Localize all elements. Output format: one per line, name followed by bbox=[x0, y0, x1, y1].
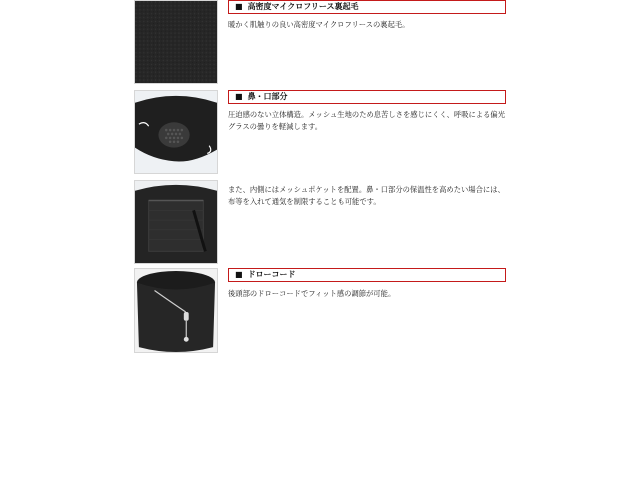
feature-desc-fleece: 暖かく肌触りの良い高密度マイクロフリースの裏起毛。 bbox=[228, 20, 410, 29]
heading-bullet: ■ bbox=[235, 270, 243, 279]
heading-label: 高密度マイクロフリース裏起毛 bbox=[247, 2, 359, 11]
fleece-texture-photo bbox=[134, 0, 218, 84]
heading-label: 鼻・口部分 bbox=[247, 92, 288, 101]
nose-mouth-mesh-photo bbox=[134, 90, 218, 174]
heading-label: ドローコード bbox=[247, 270, 296, 279]
heading-bullet: ■ bbox=[235, 92, 243, 101]
feature-desc-mesh-pocket: また、内側にはメッシュポケットを配置。鼻・口部分の保温性を高めたい場合には、布等を入れて通気を制限することも可能です。 bbox=[228, 185, 505, 206]
feature-heading-nose-mouth bbox=[228, 90, 506, 104]
drawcord-photo bbox=[134, 268, 218, 353]
feature-desc-drawcord: 後頭部のドローコードでフィット感の調節が可能。 bbox=[228, 289, 396, 298]
mesh-pocket-photo bbox=[134, 180, 218, 264]
feature-desc-nose-mouth: 圧迫感のない立体構造。メッシュ生地のため息苦しさを感じにくく、呼吸による偏光グラスの曇りを軽減します。 bbox=[228, 110, 505, 131]
feature-heading-fleece bbox=[228, 0, 506, 14]
feature-heading-drawcord bbox=[228, 268, 506, 282]
heading-bullet: ■ bbox=[235, 2, 243, 11]
